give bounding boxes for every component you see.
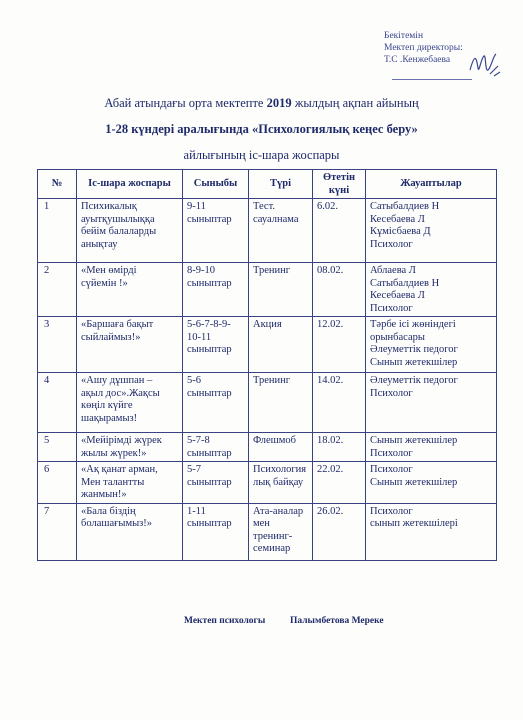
cell-grade-line: 8-9-10 — [187, 265, 215, 276]
cell-grade-line: сыныптар — [187, 447, 232, 459]
table-row — [38, 503, 497, 560]
cell-type — [249, 433, 313, 462]
cell-responsible-line: Психолог — [370, 302, 413, 314]
cell-type-line: лық байқау — [253, 476, 304, 488]
cell-grade-line: сыныптар — [187, 213, 232, 225]
table-row — [38, 199, 497, 263]
header-responsible: Жауаптылар — [366, 170, 497, 199]
cell-date: 12.02. — [313, 317, 366, 373]
footer-role: Мектеп психологы — [184, 616, 266, 626]
cell-type — [249, 503, 313, 560]
title-year: 2019 — [266, 96, 292, 110]
cell-responsible-line: Сатыбалдиев Н — [370, 201, 440, 212]
cell-responsible — [366, 462, 497, 504]
cell-type-line: сауалнама — [253, 213, 299, 225]
cell-type-line: Ата-аналар — [253, 505, 304, 517]
cell-grade — [183, 433, 249, 462]
cell-responsible-line: Әлеуметтік педогог — [370, 375, 458, 386]
cell-type-line: Акция — [253, 319, 282, 330]
table-header-row — [38, 170, 497, 199]
table-row — [38, 433, 497, 462]
header-plan: Іс-шара жоспары — [77, 170, 183, 199]
cell-grade-line: сыныптар — [187, 387, 232, 399]
cell-date: 14.02. — [313, 373, 366, 433]
cell-plan-line: «Ашу дұшпан – — [81, 375, 153, 386]
cell-grade — [183, 317, 249, 373]
cell-type — [249, 462, 313, 504]
cell-type-line: Флешмоб — [253, 435, 296, 446]
cell-grade-line: 5-7 — [187, 464, 201, 475]
cell-grade — [183, 199, 249, 263]
cell-grade — [183, 263, 249, 317]
cell-plan — [77, 199, 183, 263]
cell-grade-line: сыныптар — [187, 344, 232, 355]
cell-responsible-line: Психолог — [370, 447, 413, 459]
cell-plan-line: жанмын!» — [81, 489, 127, 500]
cell-responsible-line: Психолог — [370, 387, 413, 399]
cell-plan-line: көңіл күйге — [81, 400, 133, 411]
cell-responsible-line: Сатыбалдиев Н — [370, 277, 440, 289]
cell-responsible-line: Аблаева Л — [370, 265, 416, 276]
cell-date: 26.02. — [313, 503, 366, 560]
cell-number: 4 — [38, 373, 77, 433]
cell-responsible-line: Сынып жетекшілер — [370, 435, 458, 446]
cell-grade — [183, 462, 249, 504]
title-school: Абай атындағы орта мектепте — [104, 96, 264, 110]
title-month: жылдың ақпан айының — [294, 96, 419, 110]
handwritten-signature — [466, 48, 502, 80]
cell-date: 08.02. — [313, 263, 366, 317]
cell-grade — [183, 503, 249, 560]
cell-responsible — [366, 199, 497, 263]
cell-type — [249, 317, 313, 373]
cell-plan-line: Психикалық — [81, 201, 137, 212]
approval-name: Т.С .Кенжебаева — [384, 55, 451, 65]
cell-plan-line: шақырамыз! — [81, 412, 138, 424]
cell-grade-line: 1-11 — [187, 505, 206, 517]
cell-plan-line: «Баршаға бақыт — [81, 319, 154, 330]
cell-grade-line: 5-6 — [187, 375, 201, 386]
cell-plan-line: сүйемін !» — [81, 277, 128, 289]
cell-responsible-line: Кұмісбаева Д — [370, 226, 431, 237]
cell-responsible-line: Психолог — [370, 505, 413, 517]
event-plan-table — [37, 169, 497, 561]
cell-grade-line: сыныптар — [187, 277, 232, 289]
cell-type-line: Тренинг — [253, 265, 291, 276]
header-type: Түрі — [249, 170, 313, 199]
cell-responsible-line: сынып жетекшілері — [370, 518, 458, 529]
table-row — [38, 263, 497, 317]
cell-plan-line: болашағымыз!» — [81, 518, 153, 529]
cell-plan — [77, 462, 183, 504]
cell-responsible-line: Кесебаева Л — [370, 290, 425, 301]
cell-number: 1 — [38, 199, 77, 263]
cell-number: 3 — [38, 317, 77, 373]
cell-plan — [77, 317, 183, 373]
cell-grade-line: 9-11 — [187, 201, 206, 212]
table-row — [38, 317, 497, 373]
cell-responsible-line: орынбасары — [370, 331, 425, 343]
cell-responsible-line: Сынып жетекшілер — [370, 476, 458, 488]
cell-type-line: мен — [253, 518, 270, 529]
cell-responsible-line: Кесебаева Л — [370, 213, 425, 225]
header-date: Өтетін күні — [313, 170, 366, 199]
cell-responsible-line: Психолог — [370, 464, 413, 475]
footer-name: Палымбетова Мереке — [290, 616, 384, 626]
cell-plan-line: ақыл дос».Жақсы — [81, 387, 160, 399]
cell-date: 22.02. — [313, 462, 366, 504]
cell-plan-line: ауытқушылыққа — [81, 213, 155, 225]
approval-position: Мектеп директоры: — [384, 43, 463, 53]
cell-plan — [77, 263, 183, 317]
cell-responsible-line: Әлеуметтік педогог — [370, 344, 458, 355]
cell-responsible — [366, 433, 497, 462]
cell-number: 2 — [38, 263, 77, 317]
document-title-line1 — [0, 96, 523, 111]
cell-responsible-line: Сынып жетекшілер — [370, 356, 458, 368]
approval-title: Бекітемін — [384, 31, 424, 41]
cell-plan-line: «Ақ қанат арман, — [81, 464, 158, 475]
cell-grade-line: 5-6-7-8-9- — [187, 319, 231, 330]
cell-responsible-line: Тәрбе ісі жөніндегі — [370, 319, 456, 330]
cell-responsible — [366, 263, 497, 317]
document-title-line3: айлығының іс-шара жоспары — [183, 148, 340, 162]
cell-grade-line: 5-7-8 — [187, 435, 210, 446]
header-number: № — [38, 170, 77, 199]
cell-plan — [77, 503, 183, 560]
signature-line — [392, 79, 472, 80]
cell-plan-line: сыйлаймыз!» — [81, 331, 141, 343]
table-body — [38, 199, 497, 561]
cell-type-line: Психология — [253, 464, 307, 475]
cell-plan-line: Мен талантты — [81, 476, 145, 488]
cell-type-line: Тренинг — [253, 375, 291, 386]
cell-date: 18.02. — [313, 433, 366, 462]
cell-plan-line: «Бала біздің — [81, 505, 136, 517]
cell-plan-line: «Мейірімді жүрек — [81, 435, 162, 446]
approval-block — [384, 30, 463, 66]
cell-number: 7 — [38, 503, 77, 560]
cell-plan — [77, 373, 183, 433]
header-grade: Сыныбы — [183, 170, 249, 199]
cell-responsible — [366, 503, 497, 560]
cell-type — [249, 199, 313, 263]
cell-plan — [77, 433, 183, 462]
cell-type-line: тренинг- — [253, 530, 293, 542]
cell-plan-line: «Мен өмірді — [81, 265, 137, 276]
cell-plan-line: бейім балаларды — [81, 226, 157, 237]
cell-type-line: Тест. — [253, 201, 276, 212]
cell-grade — [183, 373, 249, 433]
cell-grade-line: 10-11 — [187, 331, 212, 343]
cell-plan-line: анықтау — [81, 238, 118, 250]
cell-responsible — [366, 373, 497, 433]
cell-number: 6 — [38, 462, 77, 504]
cell-responsible-line: Психолог — [370, 238, 413, 250]
cell-type-line: семинар — [253, 543, 291, 554]
cell-plan-line: жылы жүрек!» — [81, 447, 147, 459]
cell-type — [249, 263, 313, 317]
cell-grade-line: сыныптар — [187, 476, 232, 488]
cell-type — [249, 373, 313, 433]
cell-date: 6.02. — [313, 199, 366, 263]
table-row — [38, 373, 497, 433]
cell-number: 5 — [38, 433, 77, 462]
cell-grade-line: сыныптар — [187, 518, 232, 529]
cell-responsible — [366, 317, 497, 373]
table-row — [38, 462, 497, 504]
document-title-line2: 1-28 күндері аралығында «Психологиялық кеңес беру» — [105, 122, 418, 136]
